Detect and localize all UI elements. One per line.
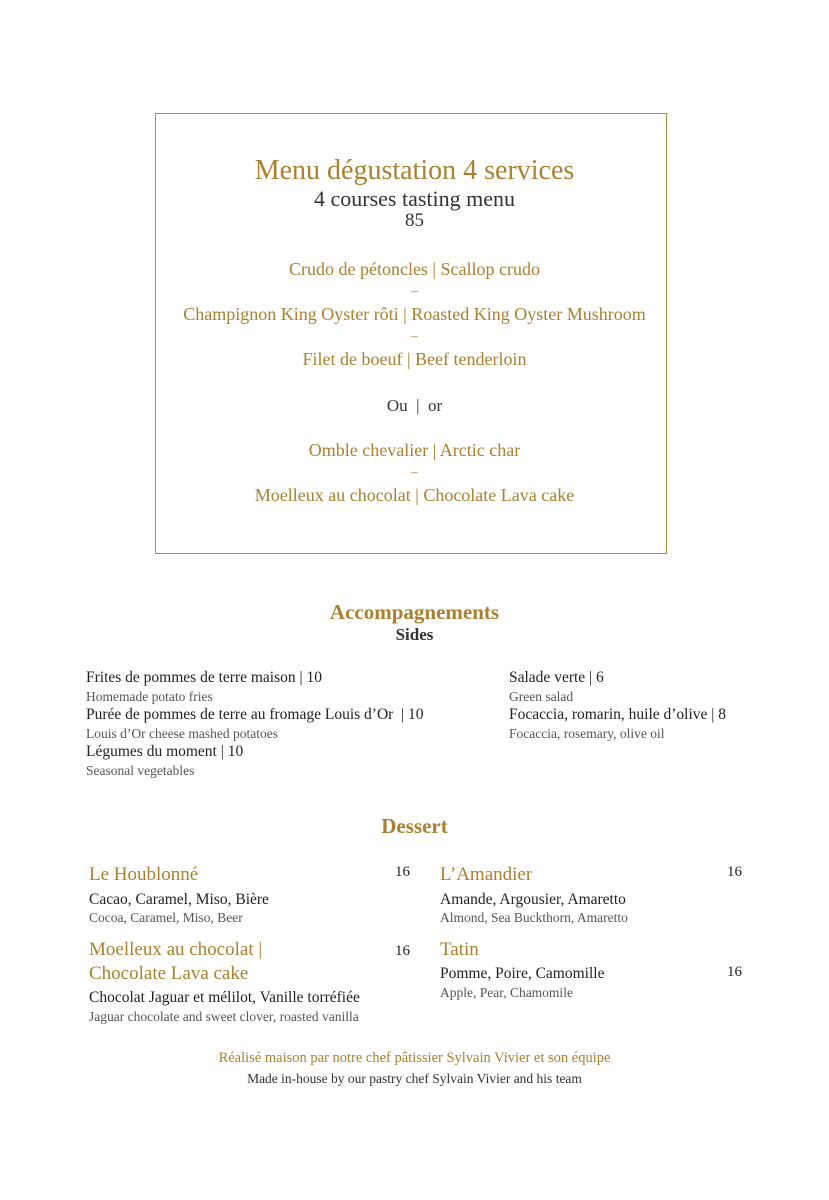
dessert-item-description: Amande, Argousier, Amaretto <box>440 891 626 908</box>
dessert-item-description: Pomme, Poire, Camomille <box>440 965 605 982</box>
dessert-item-price: 16 <box>395 943 410 959</box>
course-item: Omble chevalier | Arctic char <box>308 440 521 460</box>
dessert-item-name: Chocolate Lava cake <box>89 963 249 984</box>
side-item-translation: Green salad <box>509 689 574 704</box>
dessert-item-name: Moelleux au chocolat | <box>89 939 263 960</box>
dessert-item-translation: Cocoa, Caramel, Miso, Beer <box>89 910 243 925</box>
dessert-item-description: Cacao, Caramel, Miso, Bière <box>89 891 269 908</box>
footer-note-en: Made in-house by our pastry chef Sylvain Vivier and his team <box>247 1071 582 1086</box>
dessert-item-price: 16 <box>727 864 742 880</box>
course-item: Champignon King Oyster rôti | Roasted King Oyster Mushroom <box>183 304 646 324</box>
dessert-item-description: Chocolat Jaguar et mélilot, Vanille torréfiée <box>89 989 360 1006</box>
sides-title: Accompagnements <box>329 600 500 624</box>
side-item-name: Purée de pommes de terre au fromage Louis d’Or | 10 <box>86 706 424 723</box>
side-item-name: Légumes du moment | 10 <box>86 743 244 760</box>
dessert-item-name: Tatin <box>440 939 479 960</box>
side-item-translation: Louis d’Or cheese mashed potatoes <box>86 726 278 741</box>
side-item-name: Focaccia, romarin, huile d’olive | 8 <box>509 706 727 723</box>
footer-note-fr: Réalisé maison par notre chef pâtissier Sylvain Vivier et son équipe <box>218 1050 611 1066</box>
course-item: Crudo de pétoncles | Scallop crudo <box>288 259 541 279</box>
course-separator: – <box>411 284 418 299</box>
dessert-item-translation: Almond, Sea Buckthorn, Amaretto <box>440 910 628 925</box>
side-item-translation: Homemade potato fries <box>86 689 213 704</box>
side-item-name: Salade verte | 6 <box>509 669 604 686</box>
side-item-translation: Focaccia, rosemary, olive oil <box>509 726 665 741</box>
course-separator: – <box>411 329 418 344</box>
sides-subtitle: Sides <box>395 625 434 644</box>
dessert-item-translation: Apple, Pear, Chamomile <box>440 985 573 1000</box>
tasting-menu-price: 85 <box>405 210 424 231</box>
dessert-item-price: 16 <box>395 864 410 880</box>
dessert-item-name: Le Houblonné <box>89 864 199 885</box>
course-separator: – <box>411 465 418 480</box>
dessert-item-translation: Jaguar chocolate and sweet clover, roasted vanilla <box>89 1009 359 1024</box>
dessert-title: Dessert <box>381 814 448 838</box>
course-item: Moelleux au chocolat | Chocolate Lava cake <box>254 485 575 505</box>
side-item-translation: Seasonal vegetables <box>86 763 195 778</box>
tasting-menu-title: Menu dégustation 4 services <box>254 155 575 186</box>
course-item: Filet de boeuf | Beef tenderloin <box>302 349 527 369</box>
tasting-menu-subtitle: 4 courses tasting menu <box>313 186 516 211</box>
course-or-label: Ou | or <box>386 396 443 415</box>
side-item-name: Frites de pommes de terre maison | 10 <box>86 669 322 686</box>
dessert-item-name: L’Amandier <box>440 864 533 885</box>
dessert-item-price: 16 <box>727 964 742 980</box>
